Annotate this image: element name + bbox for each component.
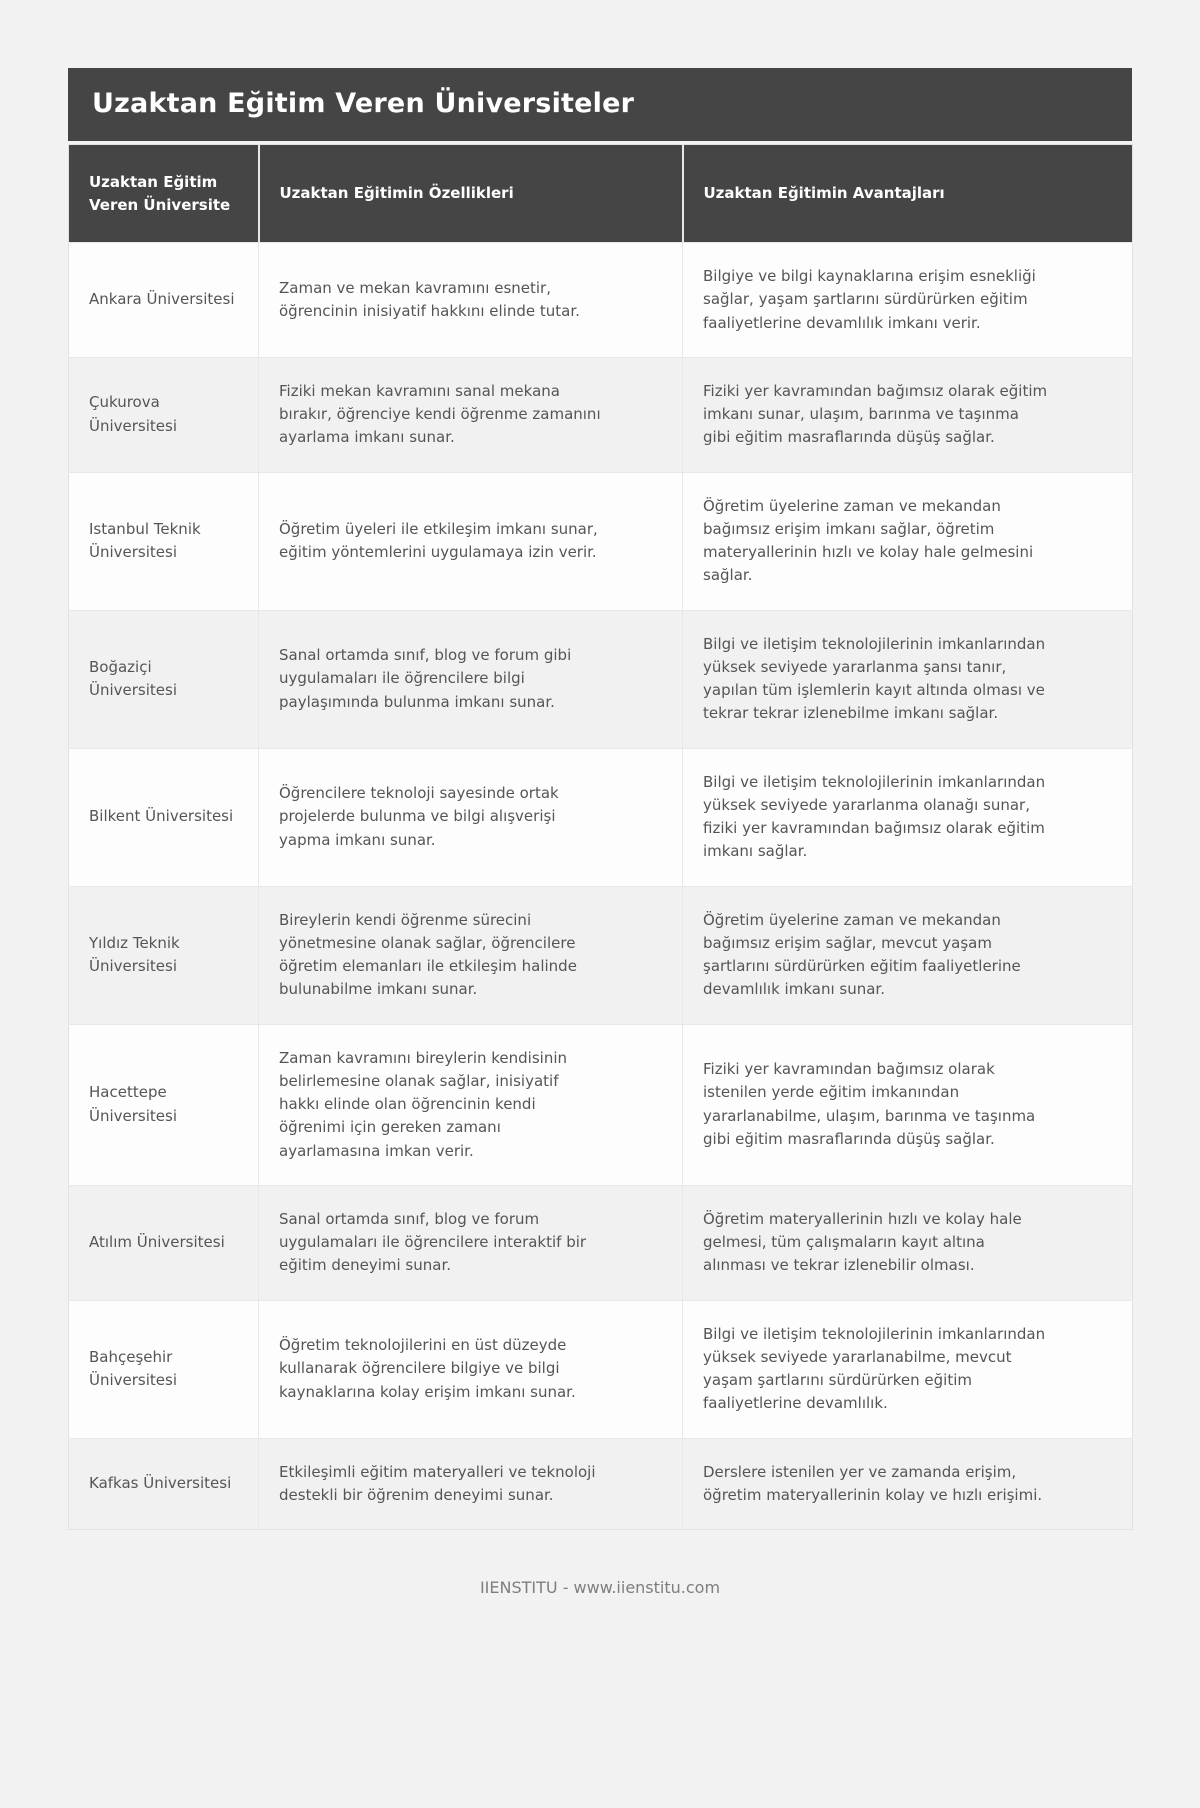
features-text: Zaman kavramını bireylerin kendisinin belirlemesine olanak sağlar, inisiyatif hakkı elinde olan öğrencinin kendi öğrenimi için gereken zamanı ayarlamasına imkan verir. <box>279 1048 567 1160</box>
advantages-text: Bilgi ve iletişim teknolojilerinin imkanlarından yüksek seviyede yararlanma olanağı sunar, fiziki yer kavramından bağımsız olarak eğitim imkanı sağlar. <box>703 772 1046 861</box>
advantages-text: Öğretim üyelerine zaman ve mekandan bağımsız erişim imkanı sağlar, öğretim materyallerinin hızlı ve kolay hale gelmesini sağlar. <box>703 496 1034 585</box>
table-row <box>69 1024 1133 1185</box>
table-header <box>69 145 1133 243</box>
footer-credit: IIENSTITU - www.iienstitu.com <box>479 1578 721 1597</box>
university-name: Çukurova Üniversitesi <box>89 393 178 435</box>
table-row <box>69 610 1133 748</box>
column-header-advantages: Uzaktan Eğitimin Avantajları <box>683 145 1133 243</box>
university-name-cell <box>69 1438 259 1530</box>
features-text: Zaman ve mekan kavramını esnetir, öğrencinin inisiyatif hakkını elinde tutar. <box>279 278 580 320</box>
advantages-text: Bilgi ve iletişim teknolojilerinin imkanlarından yüksek seviyede yararlanabilme, mevcut yaşam şartlarını sürdürürken eğitim faaliyetlerine devamlılık. <box>703 1324 1046 1413</box>
table-row <box>69 886 1133 1024</box>
university-name-cell <box>69 610 259 748</box>
advantages-text: Fiziki yer kavramından bağımsız olarak eğitim imkanı sunar, ulaşım, barınma ve taşınma gibi eğitim masraflarında düşüş sağlar. <box>703 381 1048 447</box>
features-cell <box>259 1300 683 1438</box>
advantages-cell <box>683 472 1133 610</box>
university-name-cell <box>69 748 259 886</box>
header-row <box>69 145 1133 243</box>
advantages-text: Öğretim materyallerinin hızlı ve kolay hale gelmesi, tüm çalışmaların kayıt altına alınması ve tekrar izlenebilir olması. <box>703 1209 1022 1275</box>
university-name-cell <box>69 1185 259 1300</box>
features-cell <box>259 243 683 358</box>
table-row <box>69 243 1133 358</box>
advantages-cell <box>683 886 1133 1024</box>
table-row <box>69 357 1133 472</box>
features-text: Öğretim üyeleri ile etkileşim imkanı sunar, eğitim yöntemlerini uygulamaya izin verir. <box>279 519 598 561</box>
table-row <box>69 472 1133 610</box>
table-row <box>69 1438 1133 1530</box>
table-row <box>69 1300 1133 1438</box>
university-name-cell <box>69 886 259 1024</box>
university-name: Bilkent Üniversitesi <box>89 807 234 826</box>
advantages-text: Derslere istenilen yer ve zamanda erişim, öğretim materyallerinin kolay ve hızlı erişimi. <box>703 1462 1043 1504</box>
university-name: Yıldız Teknik Üniversitesi <box>89 933 180 975</box>
features-cell <box>259 610 683 748</box>
features-text: Öğrencilere teknoloji sayesinde ortak projelerde bulunma ve bilgi alışverişi yapma imkanı sunar. <box>279 784 559 849</box>
university-name-cell <box>69 243 259 358</box>
features-text: Fiziki mekan kavramını sanal mekana bırakır, öğrenciye kendi öğrenme zamanını ayarlama imkanı sunar. <box>279 381 601 447</box>
universities-table <box>68 144 1133 1530</box>
features-text: Öğretim teknolojilerini en üst düzeyde kullanarak öğrencilere bilgiye ve bilgi kaynaklarına kolay erişim imkanı sunar. <box>279 1336 576 1401</box>
university-name: Hacettepe Üniversitesi <box>89 1083 178 1125</box>
features-text: Sanal ortamda sınıf, blog ve forum uygulamaları ile öğrencilere interaktif bir eğitim deneyimi sunar. <box>279 1209 587 1275</box>
advantages-cell <box>683 1024 1133 1185</box>
university-name-cell <box>69 472 259 610</box>
advantages-cell <box>683 1300 1133 1438</box>
advantages-cell <box>683 1185 1133 1300</box>
advantages-cell <box>683 748 1133 886</box>
university-name-cell <box>69 357 259 472</box>
column-header-features: Uzaktan Eğitimin Özellikleri <box>259 145 683 243</box>
advantages-cell <box>683 357 1133 472</box>
university-name-cell <box>69 1024 259 1185</box>
features-cell <box>259 1185 683 1300</box>
university-name: Ankara Üniversitesi <box>89 290 235 309</box>
features-cell <box>259 748 683 886</box>
advantages-text: Öğretim üyelerine zaman ve mekandan bağımsız erişim sağlar, mevcut yaşam şartlarını sürdürürken eğitim faaliyetlerine devamlılık imkanı sunar. <box>703 910 1021 999</box>
universities-table-card <box>68 0 1132 1530</box>
column-header-university: Uzaktan Eğitim Veren Üniversite <box>69 145 259 243</box>
university-name: Istanbul Teknik Üniversitesi <box>89 519 201 561</box>
university-name: Boğaziçi Üniversitesi <box>89 657 178 699</box>
advantages-text: Fiziki yer kavramından bağımsız olarak istenilen yerde eğitim imkanından yararlanabilme, ulaşım, barınma ve taşınma gibi eğitim masraflarında düşüş sağlar. <box>703 1060 1036 1148</box>
university-name-cell <box>69 1300 259 1438</box>
advantages-cell <box>683 243 1133 358</box>
advantages-text: Bilgiye ve bilgi kaynaklarına erişim esnekliği sağlar, yaşam şartlarını sürdürürken eğitim faaliyetlerine devamlılık imkanı verir. <box>703 267 1036 332</box>
advantages-cell <box>683 1438 1133 1530</box>
features-cell <box>259 1438 683 1530</box>
features-cell <box>259 357 683 472</box>
university-name: Atılım Üniversitesi <box>89 1233 225 1251</box>
table-body <box>69 243 1133 1530</box>
features-text: Sanal ortamda sınıf, blog ve forum gibi uygulamaları ile öğrencilere bilgi paylaşımında bulunma imkanı sunar. <box>279 646 572 711</box>
features-text: Bireylerin kendi öğrenme sürecini yönetmesine olanak sağlar, öğrencilere öğretim elemanları ile etkileşim halinde bulunabilme imkanı sunar. <box>279 910 577 999</box>
university-name: Kafkas Üniversitesi <box>89 1474 232 1493</box>
features-text: Etkileşimli eğitim materyalleri ve teknoloji destekli bir öğrenim deneyimi sunar. <box>279 1462 596 1504</box>
features-cell <box>259 1024 683 1185</box>
features-cell <box>259 886 683 1024</box>
table-title: Uzaktan Eğitim Veren Üniversiteler <box>68 68 1132 141</box>
advantages-cell <box>683 610 1133 748</box>
table-row <box>69 1185 1133 1300</box>
table-row <box>69 748 1133 886</box>
advantages-text: Bilgi ve iletişim teknolojilerinin imkanlarından yüksek seviyede yararlanma şansı tanır, yapılan tüm işlemlerin kayıt altında olması ve tekrar tekrar izlenebilme imkanı sağlar. <box>703 634 1046 723</box>
features-cell <box>259 472 683 610</box>
university-name: Bahçeşehir Üniversitesi <box>89 1347 178 1389</box>
